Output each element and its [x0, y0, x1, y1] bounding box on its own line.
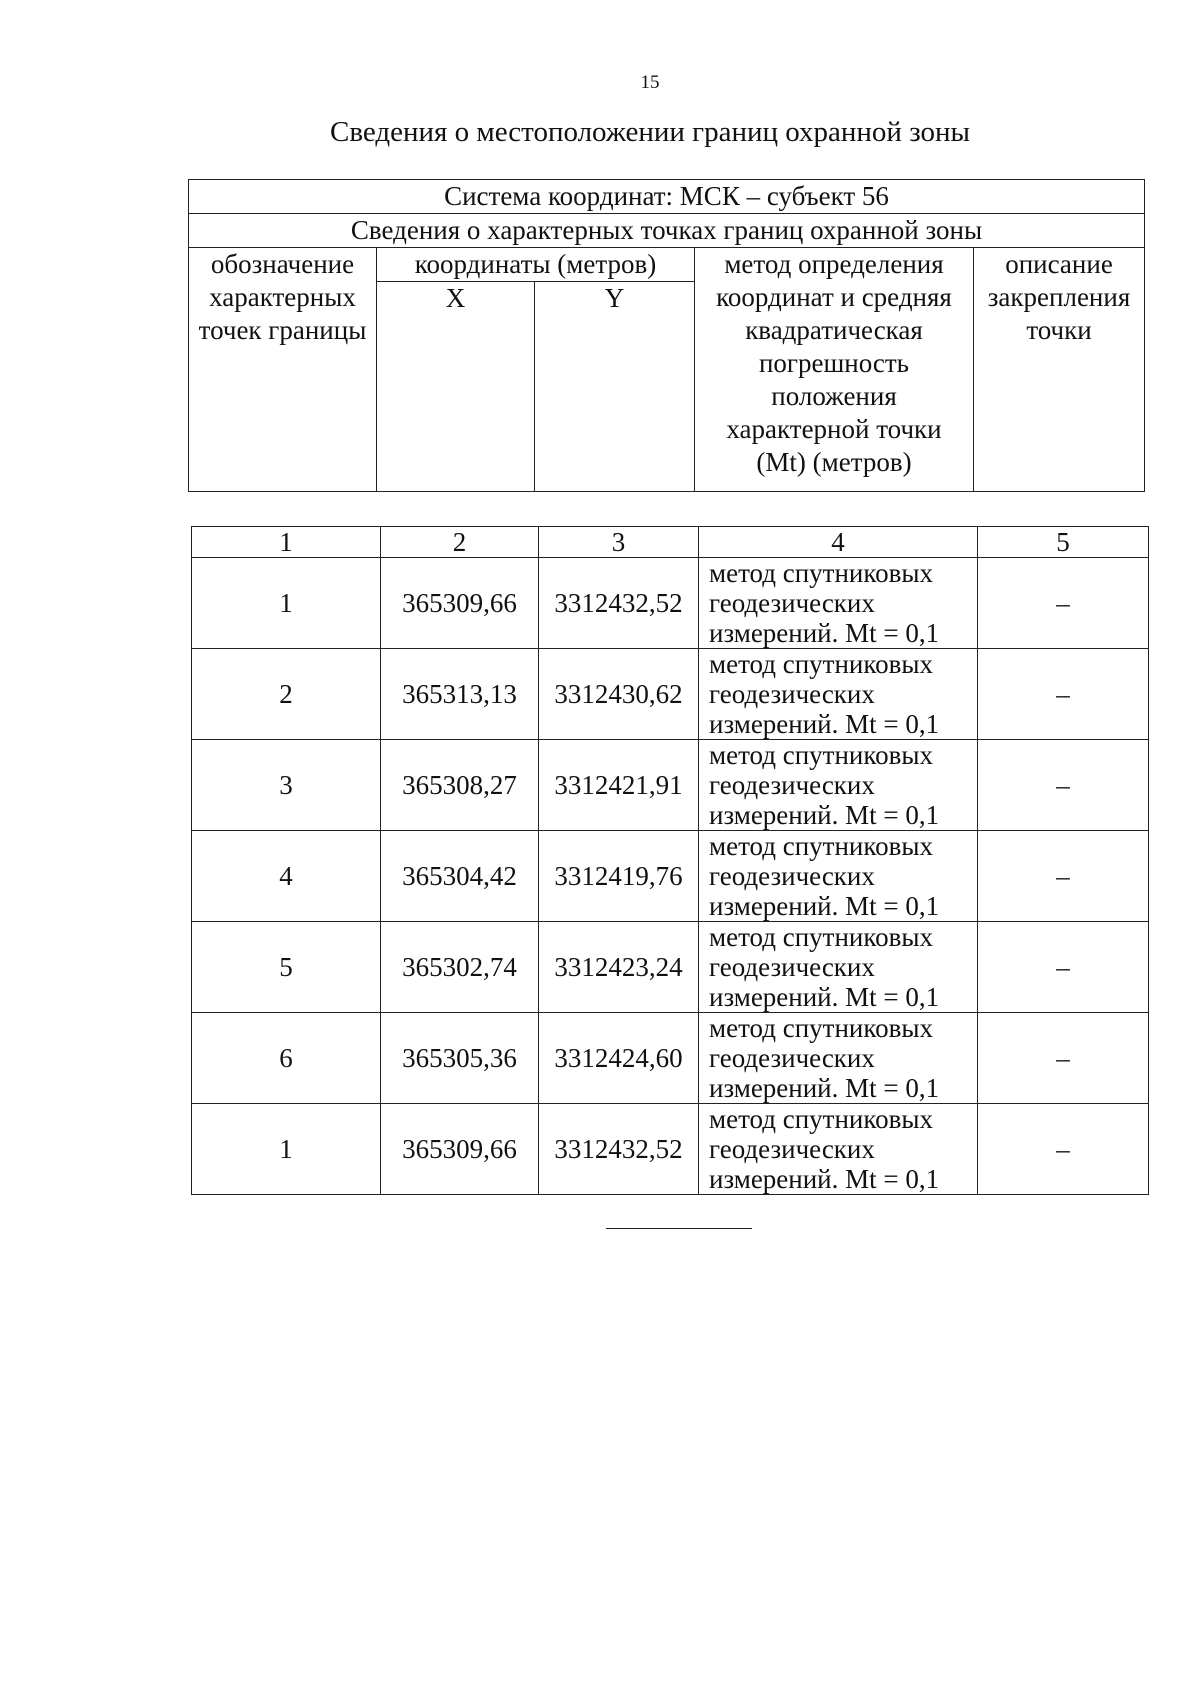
coordinates-table [191, 526, 1149, 1195]
column-number-row [192, 527, 1149, 558]
y-cell: 3312419,76 [539, 831, 699, 922]
page-title: Сведения о местоположении границ охранной зоны [329, 116, 970, 148]
column-number: 5 [978, 527, 1149, 558]
method-cell: метод спутниковых геодезических измерений. Mt = 0,1 [699, 831, 978, 922]
point-cell: 3 [192, 740, 381, 831]
y-cell: 3312432,52 [539, 1104, 699, 1195]
method-cell: метод спутниковых геодезических измерений. Mt = 0,1 [699, 740, 978, 831]
header-point-designation: обозначение характерных точек границы [189, 248, 377, 492]
y-cell: 3312424,60 [539, 1013, 699, 1104]
description-cell: – [978, 649, 1149, 740]
y-cell: 3312432,52 [539, 558, 699, 649]
header-coordinates: координаты (метров) [377, 248, 695, 282]
column-number: 1 [192, 527, 381, 558]
description-cell: – [978, 922, 1149, 1013]
header-method: метод определения координат и средняя квадратическая погрешность положения характерной точки (Mt) (метров) [695, 248, 974, 492]
x-cell: 365305,36 [381, 1013, 539, 1104]
x-cell: 365304,42 [381, 831, 539, 922]
y-cell: 3312430,62 [539, 649, 699, 740]
x-cell: 365302,74 [381, 922, 539, 1013]
point-cell: 2 [192, 649, 381, 740]
method-cell: метод спутниковых геодезических измерений. Mt = 0,1 [699, 1104, 978, 1195]
table-row [192, 831, 1149, 922]
x-cell: 365308,27 [381, 740, 539, 831]
y-cell: 3312423,24 [539, 922, 699, 1013]
closing-rule [606, 1228, 752, 1229]
header-y: Y [535, 282, 695, 492]
description-cell: – [978, 558, 1149, 649]
point-cell: 6 [192, 1013, 381, 1104]
y-cell: 3312421,91 [539, 740, 699, 831]
x-cell: 365313,13 [381, 649, 539, 740]
point-cell: 1 [192, 1104, 381, 1195]
description-cell: – [978, 1013, 1149, 1104]
table-row [192, 1104, 1149, 1195]
coordinate-system-row: Система координат: МСК – субъект 56 [189, 180, 1145, 214]
table-header [188, 179, 1145, 492]
table-row [192, 1013, 1149, 1104]
column-number: 2 [381, 527, 539, 558]
table-row [192, 558, 1149, 649]
method-cell: метод спутниковых геодезических измерений. Mt = 0,1 [699, 558, 978, 649]
method-cell: метод спутниковых геодезических измерений. Mt = 0,1 [699, 1013, 978, 1104]
table-row [192, 922, 1149, 1013]
table-row [192, 740, 1149, 831]
section-row: Сведения о характерных точках границ охранной зоны [189, 214, 1145, 248]
description-cell: – [978, 831, 1149, 922]
table-row [192, 649, 1149, 740]
method-cell: метод спутниковых геодезических измерений. Mt = 0,1 [699, 922, 978, 1013]
point-cell: 1 [192, 558, 381, 649]
description-cell: – [978, 1104, 1149, 1195]
column-number: 3 [539, 527, 699, 558]
x-cell: 365309,66 [381, 1104, 539, 1195]
description-cell: – [978, 740, 1149, 831]
column-number: 4 [699, 527, 978, 558]
method-cell: метод спутниковых геодезических измерений. Mt = 0,1 [699, 649, 978, 740]
x-cell: 365309,66 [381, 558, 539, 649]
point-cell: 5 [192, 922, 381, 1013]
page-number: 15 [640, 72, 660, 93]
header-description: описание закрепления точки [974, 248, 1145, 492]
point-cell: 4 [192, 831, 381, 922]
header-x: X [377, 282, 535, 492]
